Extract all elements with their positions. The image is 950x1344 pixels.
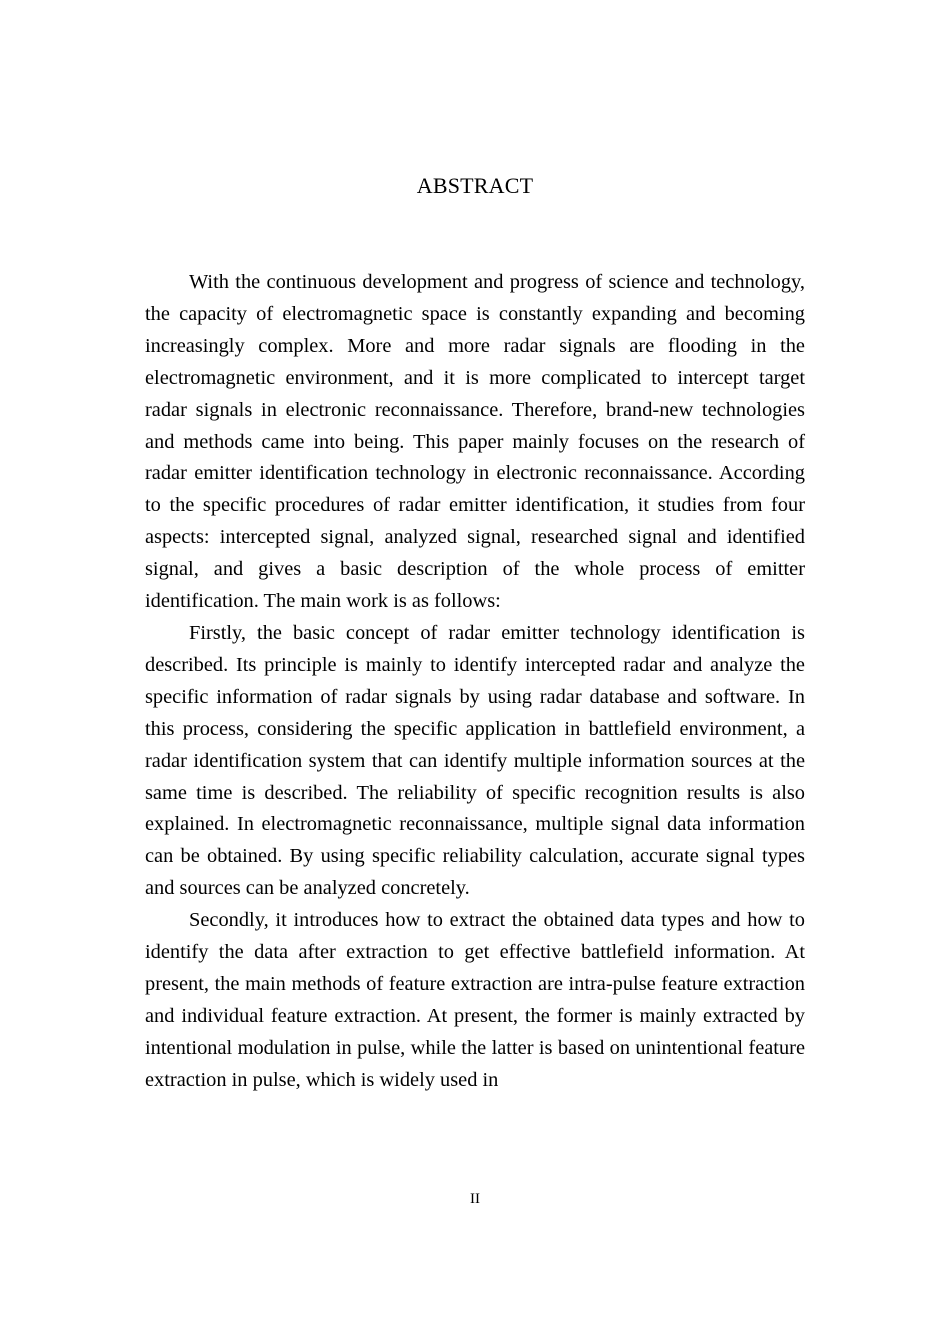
abstract-body [145, 267, 805, 1097]
abstract-paragraph: With the continuous development and progress of science and technology, the capacity of electromagnetic space is constantly expanding and becoming increasingly complex. More and more radar signals are flooding in the electromagnetic environment, and it is more complicated to intercept target radar signals in electronic reconnaissance. Therefore, brand-new technologies and methods came into being. This paper mainly focuses on the research of radar emitter identification technology in electronic reconnaissance. According to the specific procedures of radar emitter identification, it studies from four aspects: intercepted signal, analyzed signal, researched signal and identified signal, and gives a basic description of the whole process of emitter identification. The main work is as follows: [145, 271, 805, 613]
page-number: II [470, 1191, 480, 1207]
abstract-paragraph: Firstly, the basic concept of radar emitter technology identification is described. Its principle is mainly to identify intercepted radar and analyze the specific information of radar signals by using radar database and software. In this process, considering the specific application in battlefield environment, a radar identification system that can identify multiple information sources at the same time is described. The reliability of specific recognition results is also explained. In electromagnetic reconnaissance, multiple signal data information can be obtained. By using specific reliability calculation, accurate signal types and sources can be analyzed concretely. [145, 621, 805, 900]
abstract-paragraph: Secondly, it introduces how to extract the obtained data types and how to identify the data after extraction to get effective battlefield information. At present, the main methods of feature extraction are intra-pulse feature extraction and individual feature extraction. At present, the former is mainly extracted by intentional modulation in pulse, while the latter is based on unintentional feature extraction in pulse, which is widely used in [145, 909, 805, 1091]
abstract-title: ABSTRACT [416, 173, 534, 198]
